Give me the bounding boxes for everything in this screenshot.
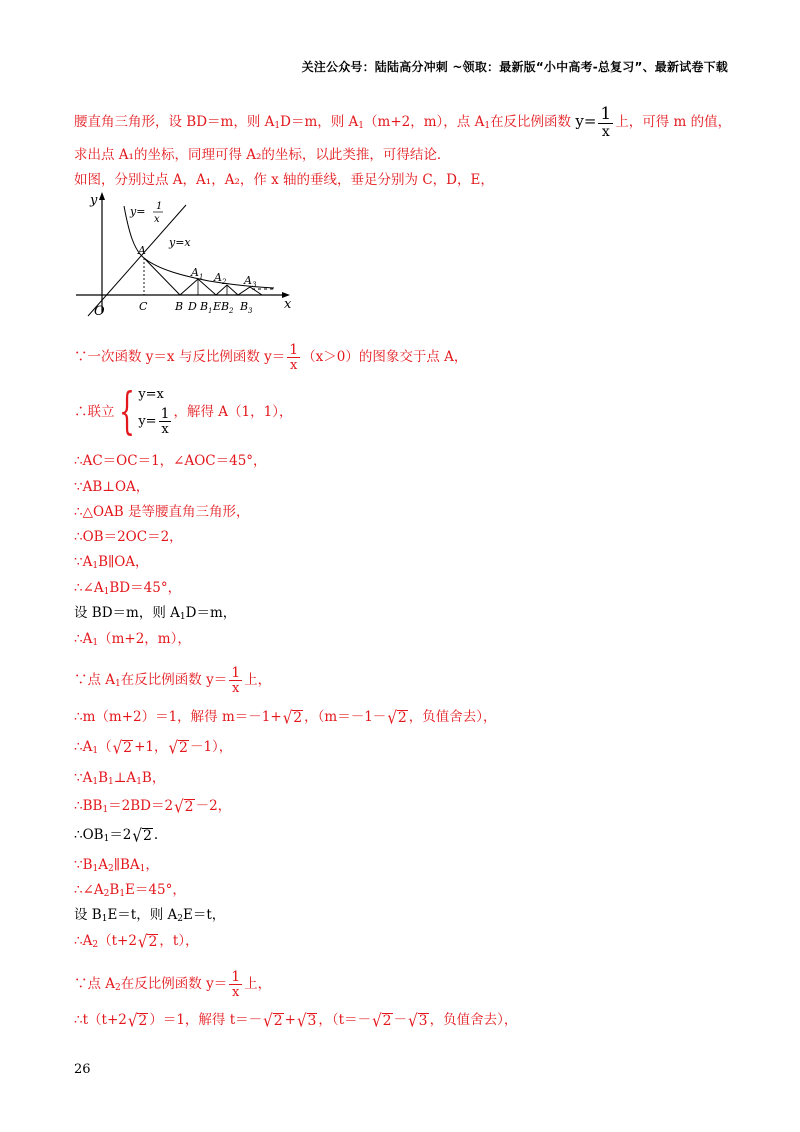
subscript: 1 <box>102 805 109 815</box>
subscript: 2 <box>103 889 110 899</box>
denominator: x <box>231 681 240 696</box>
text-line-2: 求出点 A₁的坐标，同理可得 A₂的坐标，以此类推，可得结论． <box>74 147 451 163</box>
radical-icon: √ <box>282 707 293 728</box>
radicand: 2 <box>382 1012 392 1029</box>
denominator: x <box>161 421 169 437</box>
subscript: 1 <box>108 777 114 787</box>
formula-y: y= <box>575 112 597 130</box>
system-row-1: y=x <box>138 387 164 403</box>
text-line-5 <box>74 382 292 442</box>
text-line-11 <box>74 579 181 597</box>
text-line-12 <box>74 604 236 622</box>
radicand: 2 <box>273 1012 283 1029</box>
text-run: ∴A <box>74 631 93 647</box>
text-run: （m+2，m），点 A <box>364 114 485 130</box>
subscript: 1 <box>101 914 108 924</box>
radicand: 3 <box>307 1012 317 1029</box>
text-run: 上，可得 m 的值， <box>615 114 732 130</box>
fraction <box>287 343 300 372</box>
numerator: 1 <box>231 969 241 985</box>
text-run: ，负值舍去）， <box>429 1012 518 1028</box>
fraction <box>598 106 613 139</box>
radicand: 2 <box>184 798 194 815</box>
text-run: （x＞0）的图象交于点 A， <box>302 349 468 365</box>
text-run: E＝t， <box>183 907 226 923</box>
sqrt <box>263 1010 283 1031</box>
line-label: y=x <box>169 236 191 249</box>
radicand: 2 <box>179 739 188 756</box>
text-run: －2， <box>195 798 232 814</box>
text-run: － <box>393 1012 408 1028</box>
subscript: 1 <box>92 777 99 787</box>
subscript: 1 <box>92 638 99 648</box>
radicand: 2 <box>142 827 152 844</box>
system-row-2 <box>138 407 173 436</box>
radical-icon: √ <box>137 931 148 952</box>
text-run: ∴OB <box>74 827 104 843</box>
subscript: 1 <box>484 121 491 131</box>
radicand: 3 <box>418 1012 428 1029</box>
text-line-15 <box>74 708 497 726</box>
point-b1-sub: 1 <box>208 307 213 315</box>
text-run: 在反比例函数 y＝ <box>120 672 228 688</box>
radical-icon: √ <box>372 1010 382 1031</box>
text-line-6: ∴AC＝OC＝1，∠AOC＝45°， <box>74 453 267 469</box>
text-run: ∵A <box>74 770 93 786</box>
radical-icon: √ <box>387 707 397 728</box>
segment-ab <box>144 258 180 295</box>
text-run: －1）， <box>189 739 233 755</box>
text-run: ∴BB <box>74 798 103 814</box>
brace-icon: { <box>118 382 135 441</box>
radical-icon: √ <box>112 737 123 758</box>
equation-system <box>115 382 174 441</box>
subscript: 2 <box>108 864 114 874</box>
numerator: 1 <box>160 405 170 422</box>
text-run: 腰直角三角形，设 BD＝m，则 A <box>74 114 275 130</box>
curve-label-den: x <box>154 214 160 225</box>
numerator: 1 <box>289 342 299 358</box>
subscript: 1 <box>139 864 146 874</box>
text-run: ∴A <box>74 739 93 755</box>
radical-icon: √ <box>174 796 184 817</box>
text-line-18 <box>74 797 231 815</box>
text-run: ＝2 <box>109 827 132 843</box>
text-run: ∴m（m+2）＝1，解得 m＝－1+ <box>74 709 282 725</box>
text-run: E＝45°， <box>125 882 186 898</box>
text-run: ∵A <box>74 554 93 570</box>
numerator: 1 <box>600 104 612 124</box>
text-run: ∵B <box>74 857 93 873</box>
radical-icon: √ <box>263 1010 273 1031</box>
subscript: 2 <box>115 983 121 993</box>
radicand: 2 <box>138 1012 148 1029</box>
fraction <box>159 407 172 436</box>
text-run: ∵点 A <box>74 672 116 688</box>
subscript: 1 <box>103 834 110 844</box>
subscript: 1 <box>179 612 186 622</box>
fraction <box>229 970 242 999</box>
text-run: （m+2，m）， <box>98 631 191 647</box>
subscript: 1 <box>274 121 281 131</box>
subscript: 1 <box>119 889 126 899</box>
text-run: ∴t（t+2 <box>74 1012 127 1028</box>
point-a1-label: A <box>191 266 199 279</box>
text-run: B， <box>141 770 166 786</box>
text-line-22 <box>74 906 225 924</box>
point-c-label: C <box>139 300 148 313</box>
point-b2-label: B <box>221 300 230 313</box>
text-run: ）＝1，解得 t＝－ <box>149 1012 263 1028</box>
radical-icon: √ <box>296 1010 307 1031</box>
point-a2-sub: 2 <box>222 278 227 286</box>
point-b-label: B <box>175 300 184 313</box>
text-run: + <box>284 1012 296 1028</box>
text-run: ＝2BD＝2 <box>108 798 174 814</box>
sqrt <box>296 1010 317 1031</box>
origin-label: O <box>94 304 105 319</box>
text-line-24 <box>74 970 271 999</box>
point-b3-sub: 3 <box>248 307 253 315</box>
text-run: ∥BA <box>113 857 140 873</box>
text-line-9: ∴OB＝2OC＝2， <box>74 529 183 545</box>
text-run: ⊥A <box>113 770 137 786</box>
text-run: 在反比例函数 y＝ <box>120 976 228 992</box>
text-run: ∴∠A <box>74 882 104 898</box>
text-line-25 <box>74 1011 517 1029</box>
radicand: 2 <box>293 709 303 726</box>
text-run: E＝t，则 A <box>107 907 178 923</box>
sqrt <box>168 737 188 758</box>
text-run: 设 BD＝m，则 A <box>74 605 180 621</box>
text-run: 上， <box>244 976 272 992</box>
page-number: 26 <box>74 1062 91 1077</box>
sqrt <box>372 1010 392 1031</box>
text-run: ，负值舍去）， <box>408 709 497 725</box>
text-run: B <box>109 882 120 898</box>
text-run: 设 B <box>74 907 102 923</box>
subscript: 1 <box>92 864 99 874</box>
point-a1-sub: 1 <box>199 273 204 281</box>
page-header: 关注公众号：陆陆高分冲刺 ~领取：最新版“小中高考-总复习”、最新试卷下载 <box>301 60 728 74</box>
text-run: +1， <box>134 739 168 755</box>
point-a2-label: A <box>214 271 222 284</box>
text-run: ，解得 A（1，1）， <box>173 404 293 420</box>
text-line-8: ∴△OAB 是等腰直角三角形， <box>74 504 250 520</box>
text-line-16 <box>74 738 232 756</box>
subscript: 1 <box>358 121 365 131</box>
text-line-3: 如图，分别过点 A，A₁，A₂，作 x 轴的垂线，垂足分别为 C，D，E， <box>74 172 494 188</box>
text-line-4 <box>74 343 467 372</box>
radical-icon: √ <box>132 825 142 846</box>
text-line-7: ∵AB⊥OA， <box>74 479 150 495</box>
y-axis-label: y <box>90 193 98 208</box>
text-line-21 <box>74 881 186 899</box>
point-a3-sub: 3 <box>252 281 257 289</box>
subscript: 2 <box>177 914 184 924</box>
sqrt <box>127 1010 148 1031</box>
sqrt <box>137 931 158 952</box>
text-run: ∴∠A <box>74 580 104 596</box>
text-run: ∵一次函数 y＝x 与反比例函数 y＝ <box>74 349 286 365</box>
text-line-14 <box>74 666 271 695</box>
subscript: 1 <box>115 679 121 689</box>
radical-icon: √ <box>168 737 179 758</box>
radicand: 2 <box>397 709 407 726</box>
text-run: ∴A <box>74 933 93 949</box>
text-line-23 <box>74 932 199 950</box>
text-run: 上， <box>244 672 272 688</box>
subscript: 2 <box>92 940 99 950</box>
text-run: . <box>153 827 159 843</box>
text-run: A <box>98 857 108 873</box>
sqrt <box>408 1010 428 1031</box>
sqrt <box>112 737 133 758</box>
text-line-20 <box>74 856 159 874</box>
text-line-10 <box>74 553 149 571</box>
sqrt <box>282 707 303 728</box>
denominator: x <box>231 985 240 1000</box>
text-run: 在反比例函数 <box>490 114 576 130</box>
system-rows <box>138 388 173 435</box>
text-line-19 <box>74 826 158 844</box>
subscript: 1 <box>92 746 99 756</box>
text-run: ，（t＝－ <box>318 1012 372 1028</box>
radical-icon: √ <box>408 1010 418 1031</box>
text-line-17 <box>74 769 165 787</box>
denominator: x <box>290 358 298 373</box>
text-run: ，（m＝－1－ <box>304 709 387 725</box>
sqrt <box>174 796 194 817</box>
fraction <box>229 666 242 695</box>
text-line-1 <box>74 106 731 139</box>
subscript: 1 <box>136 777 142 787</box>
text-run: ， <box>145 857 159 873</box>
numerator: 1 <box>231 665 241 681</box>
line-y-equals-x <box>88 205 186 316</box>
text-run: ，t）， <box>159 933 199 949</box>
point-b1-label: B <box>200 300 209 313</box>
point-a3-label: A <box>244 274 252 287</box>
text-run: ∴联立 <box>74 404 115 420</box>
text-line-13 <box>74 630 191 648</box>
text-run: ∵点 A <box>74 976 116 992</box>
text-run: D＝m，则 A <box>280 114 359 130</box>
point-a-label: A <box>138 244 146 257</box>
subscript: 1 <box>103 587 110 597</box>
radicand: 2 <box>148 933 158 950</box>
point-d-label: D <box>188 300 197 313</box>
text-run: B <box>98 770 108 786</box>
point-b3-label: B <box>240 300 249 313</box>
sqrt <box>387 707 407 728</box>
subscript: 1 <box>92 561 99 571</box>
point-b2-sub: 2 <box>229 307 234 315</box>
text-run: B∥OA， <box>98 554 149 570</box>
sqrt <box>132 825 152 846</box>
text-run: （t+2 <box>98 933 137 949</box>
text-run: BD＝45°， <box>109 580 182 596</box>
text-run: （ <box>98 739 112 755</box>
point-e-label: E <box>213 300 222 313</box>
text-run: y= <box>138 413 157 429</box>
y-axis-arrow <box>99 192 105 200</box>
denominator: x <box>601 124 610 140</box>
curve-label-num: 1 <box>156 201 163 212</box>
radical-icon: √ <box>127 1010 138 1031</box>
text-run: D＝m， <box>185 605 237 621</box>
x-axis-label: x <box>284 297 292 312</box>
function-graph <box>74 188 304 323</box>
radicand: 2 <box>123 739 133 756</box>
curve-label: y= <box>130 205 146 218</box>
